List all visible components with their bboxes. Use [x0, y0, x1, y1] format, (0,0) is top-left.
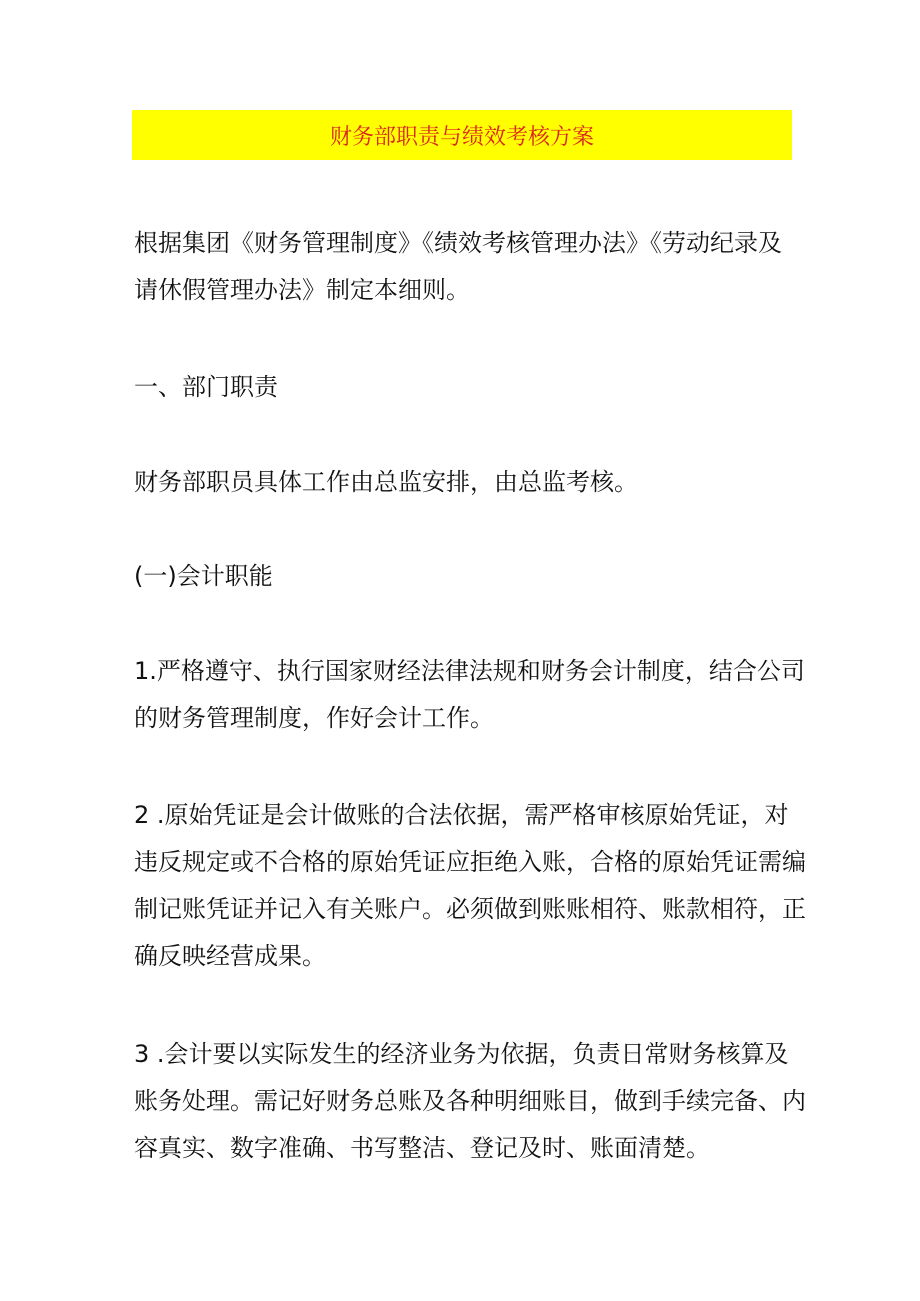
- subsection-heading: (一)会计职能: [134, 562, 273, 590]
- list-item-line: 容真实、数字准确、书写整洁、登记及时、账面清楚。: [134, 1134, 710, 1162]
- list-item-line: 确反映经营成果。: [134, 942, 326, 970]
- intro-paragraph: [134, 220, 814, 314]
- section-description: 财务部职员具体工作由总监安排，由总监考核。: [134, 468, 638, 496]
- list-item-line: 账务处理。需记好财务总账及各种明细账目，做到手续完备、内: [134, 1087, 806, 1115]
- list-item-3: [134, 1031, 814, 1172]
- list-item-line: 2 .原始凭证是会计做账的合法依据，需严格审核原始凭证，对: [134, 801, 789, 829]
- intro-line: 请休假管理办法》制定本细则。: [134, 276, 470, 304]
- list-item-line: 制记账凭证并记入有关账户。必须做到账账相符、账款相符，正: [134, 895, 806, 923]
- list-item-2: [134, 792, 814, 980]
- document-title: 财务部职责与绩效考核方案: [329, 124, 594, 150]
- intro-line: 根据集团《财务管理制度》《绩效考核管理办法》《劳动纪录及: [134, 229, 782, 257]
- section-heading: 一、部门职责: [134, 373, 278, 401]
- list-item-line: 1.严格遵守、执行国家财经法律法规和财务会计制度，结合公司: [134, 657, 805, 685]
- list-item-line: 的财务管理制度，作好会计工作。: [134, 704, 494, 732]
- title-banner: [132, 110, 792, 160]
- list-item-1: [134, 648, 814, 742]
- list-item-line: 3 .会计要以实际发生的经济业务为依据，负责日常财务核算及: [134, 1040, 789, 1068]
- list-item-line: 违反规定或不合格的原始凭证应拒绝入账，合格的原始凭证需编: [134, 848, 806, 876]
